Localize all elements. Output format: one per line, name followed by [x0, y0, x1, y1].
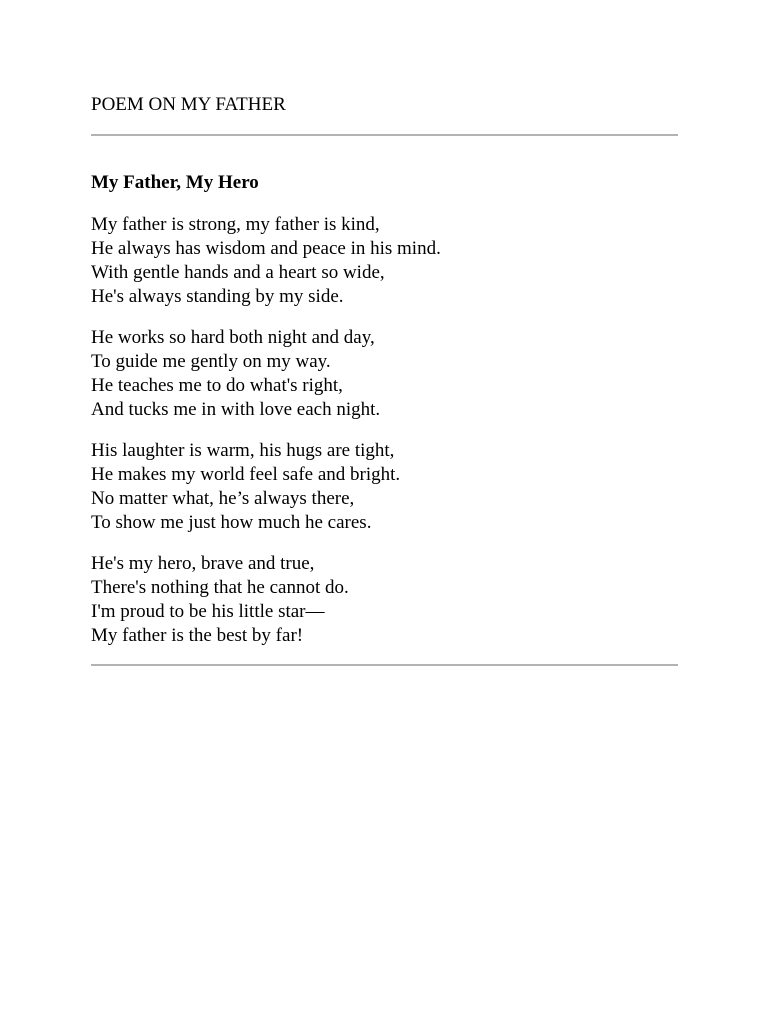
poem-line: My father is strong, my father is kind,	[91, 214, 380, 235]
poem-line: No matter what, he’s always there,	[91, 488, 355, 509]
poem-line: And tucks me in with love each night.	[91, 399, 381, 420]
poem-line: To guide me gently on my way.	[91, 351, 331, 372]
top-divider	[91, 134, 678, 136]
poem-line: He's always standing by my side.	[91, 286, 344, 307]
poem-line: To show me just how much he cares.	[91, 512, 372, 533]
poem-line: With gentle hands and a heart so wide,	[91, 262, 385, 283]
stanza-3	[91, 439, 678, 535]
stanza-2	[91, 326, 678, 422]
document-title: POEM ON MY FATHER	[91, 94, 286, 115]
stanza-1	[91, 213, 678, 309]
poem-line: He teaches me to do what's right,	[91, 375, 343, 396]
poem-body	[91, 213, 678, 665]
bottom-divider	[91, 664, 678, 666]
poem-line: His laughter is warm, his hugs are tight,	[91, 440, 395, 461]
poem-line: He always has wisdom and peace in his mind.	[91, 238, 441, 259]
poem-line: I'm proud to be his little star—	[91, 601, 325, 622]
poem-title: My Father, My Hero	[91, 172, 259, 193]
poem-line: He works so hard both night and day,	[91, 327, 375, 348]
poem-line: He makes my world feel safe and bright.	[91, 464, 401, 485]
poem-line: There's nothing that he cannot do.	[91, 577, 349, 598]
stanza-4	[91, 552, 678, 648]
poem-line: He's my hero, brave and true,	[91, 553, 315, 574]
poem-line: My father is the best by far!	[91, 625, 304, 646]
